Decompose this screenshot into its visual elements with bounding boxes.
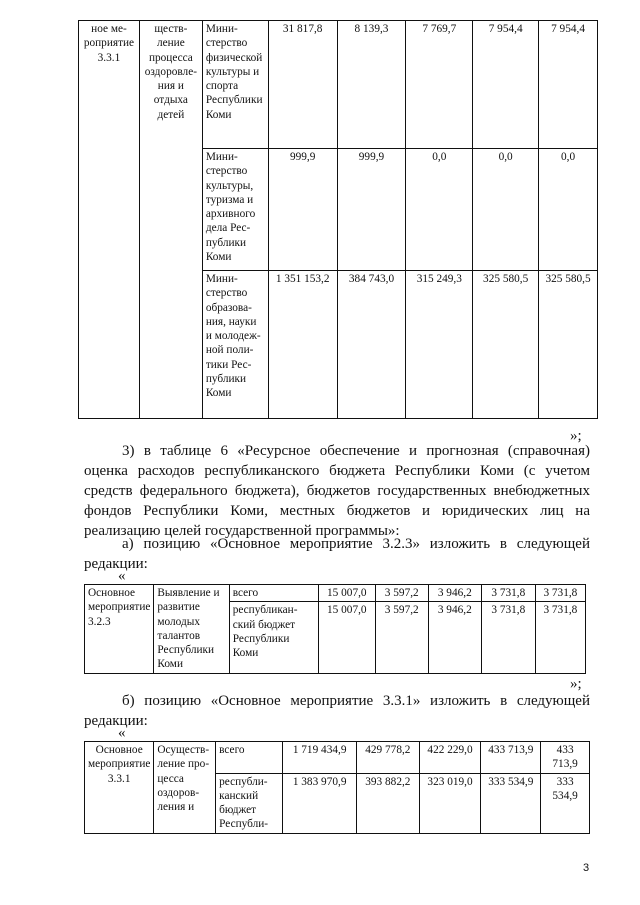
executor-cell: Министерство культуры, туризма и архивного дела Республики Коми	[202, 149, 268, 271]
value-cell: 325 580,5	[473, 271, 539, 419]
source-cell: всего	[229, 585, 318, 602]
table-event-3-2-3	[84, 584, 586, 674]
value-cell: 323 019,0	[419, 773, 481, 833]
table-executors-3-3-1	[78, 20, 598, 419]
value-cell: 3 946,2	[428, 585, 481, 602]
page-number: 3	[583, 862, 590, 874]
value-cell: 325 580,5	[539, 271, 598, 419]
value-cell: 1 719 434,9	[283, 742, 357, 774]
value-cell: 1 351 153,2	[268, 271, 337, 419]
paragraph-b: б) позицию «Основное мероприятие 3.3.1» изложить в следующей редакции:	[84, 693, 590, 729]
value-cell: 429 778,2	[357, 742, 420, 774]
open-quote-b: «	[118, 725, 126, 741]
source-cell: всего	[216, 742, 283, 774]
value-cell: 15 007,0	[318, 585, 375, 602]
event-cell: ное мероприятие 3.3.1	[79, 21, 140, 419]
executor-cell: Министерство физической культуры и спорта Республики Коми	[202, 21, 268, 149]
description-cell: Осуществление процесса оздоровления и	[154, 742, 216, 834]
value-cell: 3 731,8	[535, 585, 585, 602]
value-cell: 315 249,3	[406, 271, 473, 419]
value-cell: 999,9	[268, 149, 337, 271]
value-cell: 3 946,2	[428, 602, 481, 674]
source-cell: республиканский бюджет Республики Коми	[229, 602, 318, 674]
value-cell: 999,9	[337, 149, 406, 271]
table-event-3-3-1	[84, 741, 590, 834]
source-cell: республиканский бюджет Республи-	[216, 773, 283, 833]
table-row	[85, 585, 586, 602]
value-cell: 3 597,2	[375, 585, 428, 602]
value-cell: 3 731,8	[481, 602, 535, 674]
value-cell: 433 713,9	[481, 742, 541, 774]
table-row	[79, 21, 598, 149]
value-cell: 7 954,4	[539, 21, 598, 149]
value-cell: 15 007,0	[318, 602, 375, 674]
close-quote-2: »;	[570, 676, 582, 692]
event-cell: Основное мероприятие 3.2.3	[85, 585, 154, 674]
value-cell: 8 139,3	[337, 21, 406, 149]
value-cell: 0,0	[406, 149, 473, 271]
value-cell: 3 597,2	[375, 602, 428, 674]
value-cell: 31 817,8	[268, 21, 337, 149]
value-cell: 333 534,9	[541, 773, 590, 833]
executor-cell: Министерство образования, науки и молодежной политики Республики Коми	[202, 271, 268, 419]
value-cell: 393 882,2	[357, 773, 420, 833]
open-quote-a: «	[118, 568, 126, 584]
description-cell: ществление процесса оздоровления и отдыха детей	[139, 21, 202, 419]
paragraph-3: 3) в таблице 6 «Ресурсное обеспечение и прогнозная (справочная) оценка расходов республиканского бюджета Республики Коми (с учетом средств федерального бюджета), бюджетов государственных внебюджетных фондов Республики Коми, местных бюджетов и юридических лиц на реализацию целей государственной программы»:	[84, 443, 590, 539]
value-cell: 433 713,9	[541, 742, 590, 774]
value-cell: 3 731,8	[535, 602, 585, 674]
value-cell: 0,0	[473, 149, 539, 271]
value-cell: 384 743,0	[337, 271, 406, 419]
paragraph-a: а) позицию «Основное мероприятие 3.2.3» изложить в следующей редакции:	[84, 536, 590, 572]
value-cell: 7 769,7	[406, 21, 473, 149]
value-cell: 0,0	[539, 149, 598, 271]
value-cell: 422 229,0	[419, 742, 481, 774]
value-cell: 3 731,8	[481, 585, 535, 602]
value-cell: 333 534,9	[481, 773, 541, 833]
value-cell: 1 383 970,9	[283, 773, 357, 833]
table-row	[85, 742, 590, 774]
close-quote-1: »;	[570, 428, 582, 444]
description-cell: Выявление и развитие молодых талантов Республики Коми	[154, 585, 229, 674]
value-cell: 7 954,4	[473, 21, 539, 149]
event-cell: Основное мероприятие 3.3.1	[85, 742, 154, 834]
